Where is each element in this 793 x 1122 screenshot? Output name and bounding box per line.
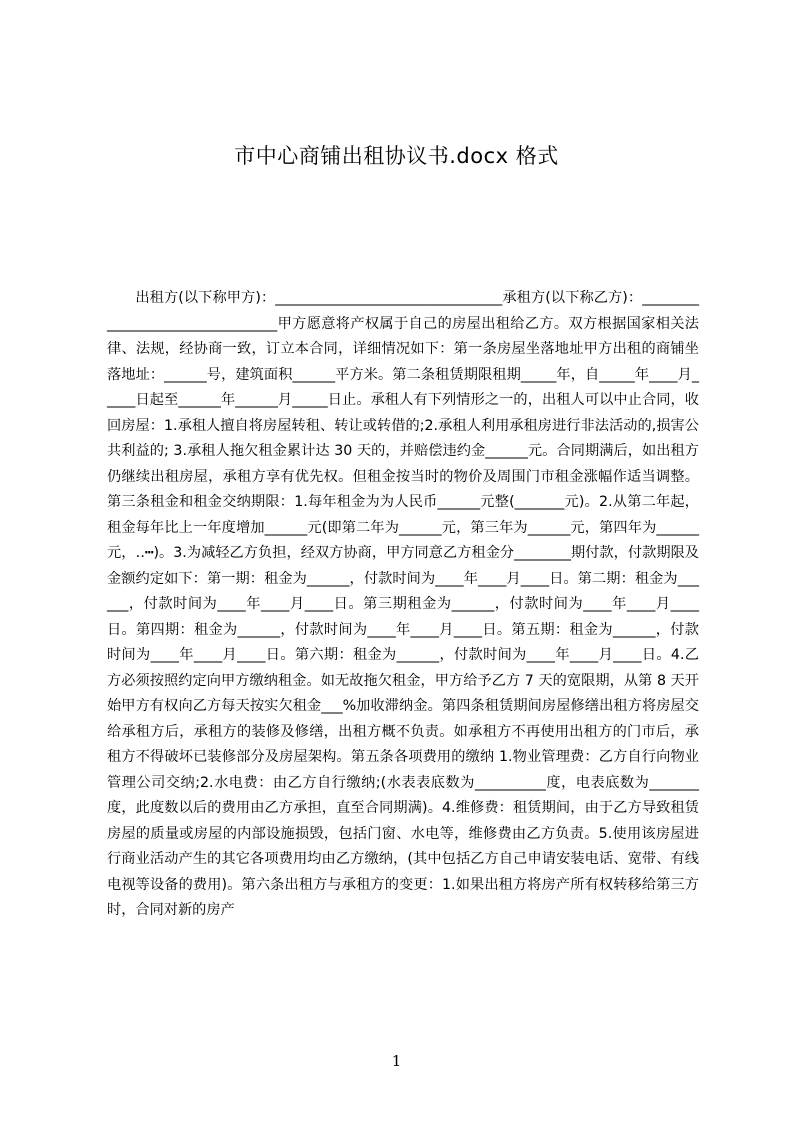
document-title: 市中心商铺出租协议书.docx 格式 [234, 144, 559, 168]
page-number: 1 [391, 1052, 402, 1070]
document-body: 出租方(以下称甲方)：________________________________承租方(以下称乙方)：________________________________甲方愿意将产权属于自己的房屋出租给乙方。双方根据国家相关法律、法规，经协商一致，订立本合同，详细情况如下：第一条房屋坐落地址甲方出租的商铺坐落地址：______号，建筑面积______平方米。第二条租赁期限租期_____年，自_____年____月_____日起至______年______月_____日止。承租人有下列情形之一的，出租人可以中止合同，收回房屋：1.承租人擅自将房屋转租、转让或转借的;2.承租人利用承租房进行非法活动的,损害公共利益的; 3.承租人拖欠租金累计达 30 天的，并赔偿违约金______元。合同期满后，如出租方仍继续出租房屋，承租方享有优先权。但租金按当时的物价及周围门市租金涨幅作适当调整。第三条租金和租金交纳期限：1.每年租金为为人民币______元整(_______元)。2.从第二年起，租金每年比上一年度增加______元(即第二年为______元，第三年为______元，第四年为______元，‥┅)。3.为减轻乙方负担，经双方协商，甲方同意乙方租金分________期付款，付款期限及金额约定如下：第一期：租金为______，付款时间为____年____月____日。第二期：租金为______，付款时间为____年____月____日。第三期租金为______，付款时间为____年____月____日。第四期：租金为______，付款时间为____年____月____日。第五期：租金为______，付款时间为____年____月____日。第六期：租金为______，付款时间为____年____月____日。4.乙方必须按照约定向甲方缴纳租金。如无故拖欠租金，甲方给予乙方 7 天的宽限期，从第 8 天开始甲方有权向乙方每天按实欠租金___%加收滞纳金。第四条租赁期间房屋修缮出租方将房屋交给承租方后，承租方的装修及修缮，出租方概不负责。如承租方不再使用出租方的门市后，承租方不得破坏已装修部分及房屋架构。第五条各项费用的缴纳 1.物业管理费：乙方自行向物业管理公司交纳;2.水电费：由乙方自行缴纳;(水表表底数为__________度，电表底数为_______度，此度数以后的费用由乙方承担，直至合同期满)。4.维修费：租赁期间，由于乙方导致租赁房屋的质量或房屋的内部设施损毁，包括门窗、水电等，维修费由乙方负责。5.使用该房屋进行商业活动产生的其它各项费用均由乙方缴纳，(其中包括乙方自己申请安装电话、宽带、有线电视等设备的费用)。第六条出租方与承租方的变更：1.如果出租方将房产所有权转移给第三方时，合同对新的房产 [107, 290, 699, 918]
